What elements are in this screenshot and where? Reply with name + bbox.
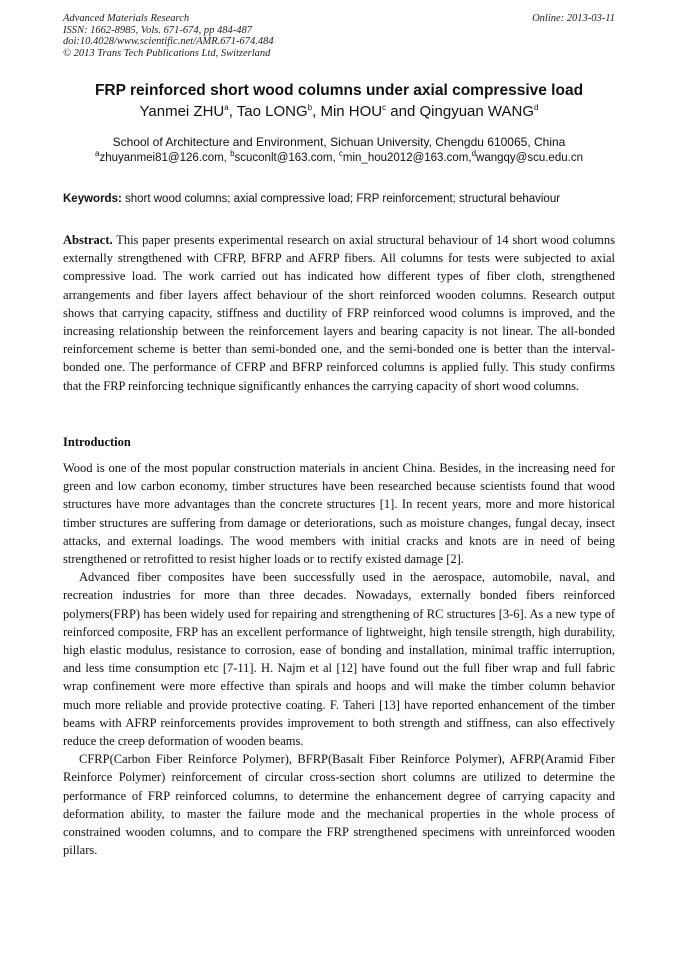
- email-address: min_hou2012@163.com: [342, 152, 469, 164]
- email-mark: b: [230, 149, 235, 159]
- section-heading-introduction: Introduction: [63, 435, 131, 449]
- author-separator: ,: [228, 103, 237, 120]
- issn-line: ISSN: 1662-8985, Vols. 671-674, pp 484-487: [63, 24, 252, 36]
- paragraph: Wood is one of the most popular construction materials in ancient China. Besides, in the increasing need for green and low carbon economy, timber structures have been researched because scientists found that wood structures have more advantages than the concrete structures [1]. In recent years, more and more historical timber structures are suffering from damage or deteriorations, such as moisture changes, fungal decay, insect attacks, and external loadings. The wood members with initial cracks and knots are in need of being strengthened or retrofitted to resist higher loads or to rectify existed damage [2].: [63, 461, 615, 567]
- email-address: zhuyanmei81@126.com: [99, 152, 224, 164]
- abstract-text: This paper presents experimental research on axial structural behaviour of 14 short wood columns externally strengthened with CFRP, BFRP and AFRP fibers. All columns for tests were subjected to axial compressive load. The work carried out has indicated how different types of fiber cloth, strengthened arrangements and fiber layers affect behaviour of the short reinforced wooden columns. Research output shows that carrying capacity, stiffness and ductility of FRP reinforced wood columns is improved, and the increasing relationship between the reinforcement layers and bearing capacity is not linear. The all-bonded reinforcement scheme is better than semi-bonded one, and the semi-bonded one is better than the interval-bonded one. The performance of CFRP and BFRP reinforced columns is applied fully. This study confirms that the FRP reinforcing technique significantly enhances the carrying capacity of short wood columns.: [63, 233, 615, 393]
- author-name: Qingyuan WANG: [419, 103, 535, 120]
- email-mark: a: [95, 149, 100, 159]
- keywords-text: short wood columns; axial compressive load; FRP reinforcement; structural behaviour: [121, 193, 561, 205]
- author-mark: d: [534, 103, 539, 112]
- author-name: Yanmei ZHU: [139, 103, 225, 120]
- paragraph: CFRP(Carbon Fiber Reinforce Polymer), BFRP(Basalt Fiber Reinforce Polymer), AFRP(Aramid Fiber Reinforce Polymer) reinforcement of circular cross-section short columns are utilized to determine the performance of FRP reinforced columns, to determine the enhancement degree of carrying capacity and deformation ability, to master the failure mode and the mechanical properties in the whole process of constrained wooden columns, and to compare the FRP strengthened specimens with unreinforced wooden pillars.: [63, 752, 615, 858]
- affiliation: School of Architecture and Environment, Sichuan University, Chengdu 610065, China: [112, 135, 566, 149]
- email-list: [40, 150, 638, 166]
- running-header: [63, 13, 615, 59]
- abstract: [63, 231, 615, 395]
- email-mark: c: [338, 149, 343, 159]
- email-address: scuconlt@163.com: [234, 152, 333, 164]
- author-name: Tao LONG: [236, 103, 308, 120]
- online-date: Online: 2013-03-11: [532, 13, 615, 24]
- author-mark: b: [307, 103, 313, 112]
- introduction-body: [63, 459, 615, 859]
- paper-title: FRP reinforced short wood columns under axial compressive load: [94, 82, 584, 99]
- paragraph: Advanced fiber composites have been successfully used in the aerospace, automobile, naval, and recreation industries for more than three decades. Nowadays, externally bonded fibers reinforced polymers(FRP) has been widely used for repairing and strengthening of RC structures [3-6]. As a new type of reinforced composite, FRP has an excellent performance of lightweight, high tensile strength, high durability, high elastic modulus, resistance to corrosion, ease of bonding and installation, minimal traffic interruption, and less time consumption etc [7-11]. H. Najm et al [12] have found out the full fiber wrap and full fabric wrap confinement were more effective than spirals and hoops and will make the timber column behavior much more reliable and provide protective coating. F. Taheri [13] have reported enhancement of the timber beams with AFRP reinforcements provides improvement to both strength and stiffness, can also effectively reduce the creep deformation of wooden beams.: [63, 570, 615, 749]
- keywords-label: Keywords:: [63, 193, 122, 205]
- email-address: wangqy@scu.edu.cn: [476, 152, 583, 164]
- abstract-label: Abstract.: [63, 233, 113, 247]
- author-separator: and: [386, 103, 420, 120]
- journal-name: Advanced Materials Research: [63, 13, 190, 24]
- author-list: [40, 103, 638, 120]
- author-name: Min HOU: [320, 103, 383, 120]
- email-separator: ,: [468, 152, 472, 164]
- keywords: [63, 193, 623, 205]
- email-mark: d: [471, 149, 477, 159]
- email-separator: ,: [223, 152, 231, 164]
- copyright-line: © 2013 Trans Tech Publications Ltd, Switzerland: [63, 47, 271, 59]
- doi-line: doi:10.4028/www.scientific.net/AMR.671-674.484: [63, 36, 274, 47]
- author-separator: ,: [312, 103, 321, 120]
- author-mark: a: [224, 103, 229, 112]
- author-mark: c: [382, 103, 387, 112]
- email-separator: ,: [332, 152, 339, 164]
